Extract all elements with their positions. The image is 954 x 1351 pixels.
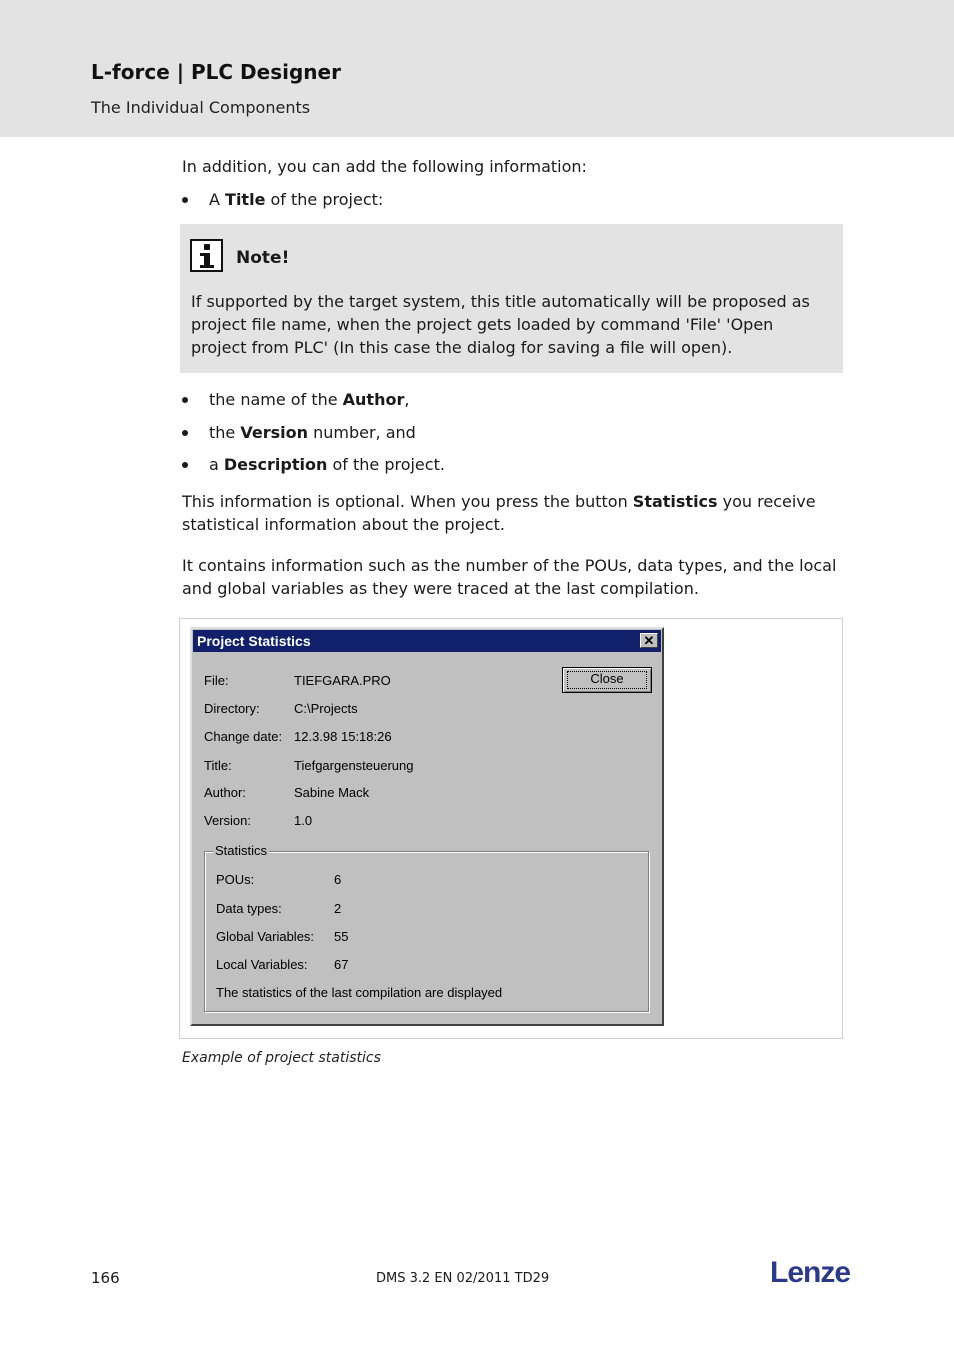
close-button[interactable] [562,667,652,693]
info-paragraph: It contains information such as the number of the POUs, data types, and the local and global variables as they were traced at the last compilation. [182,556,837,598]
field-label-version: Version: [204,813,251,828]
project-statistics-dialog [190,627,664,1026]
document-id: DMS 3.2 EN 02/2011 TD29 [376,1271,550,1286]
statistics-note: The statistics of the last compilation are displayed [216,985,503,1000]
field-label-change-date: Change date: [204,729,283,744]
figure-caption: Example of project statistics [182,1050,381,1066]
bullet-dot [182,462,188,468]
field-label-directory: Directory: [204,701,260,716]
bullet-dot [182,430,188,436]
field-value-version: 1.0 [294,813,313,828]
statistics-group-label: Statistics [215,843,268,858]
stat-value-data-types: 2 [334,901,342,916]
note-text: If supported by the target system, this title automatically will be proposed as project file name, when the project gets loaded by command 'File' 'Open project from PLC' (In this case the dialog for saving a file will open). [191,292,810,357]
bullet-dot [182,397,188,403]
stat-value-pous: 6 [334,872,342,887]
page-number: 166 [91,1269,120,1287]
page-header [0,0,954,137]
stat-value-local-variables: 67 [334,957,349,972]
dialog-titlebar[interactable] [193,630,661,652]
page-title: L-force | PLC Designer [91,60,341,84]
field-label-title: Title: [204,758,232,773]
intro-text: In addition, you can add the following information: [182,157,587,176]
statistics-paragraph: This information is optional. When you press the button Statistics you receive statistical information about the project. [182,492,816,534]
lenze-logo: Lenze [770,1256,851,1289]
statistics-groupbox [204,843,649,1012]
field-value-directory: C:\Projects [294,701,358,716]
field-value-title: Tiefgargensteuerung [294,758,414,773]
field-value-change-date: 12.3.98 15:18:26 [294,729,392,744]
dialog-title: Project Statistics [197,633,311,649]
note-box [180,224,843,373]
page-subtitle: The Individual Components [91,98,311,117]
note-title: Note! [236,248,290,268]
stat-label-local-variables: Local Variables: [216,957,308,972]
info-icon [190,239,223,272]
stat-value-global-variables: 55 [334,929,349,944]
stat-label-global-variables: Global Variables: [216,929,315,944]
stat-label-pous: POUs: [216,872,255,887]
field-value-file: TIEFGARA.PRO [294,673,391,688]
stat-label-data-types: Data types: [216,901,282,916]
close-icon[interactable]: ✕ [640,633,658,648]
field-label-file: File: [204,673,229,688]
bullet-dot [182,197,188,203]
close-button-label: Close [590,671,624,686]
field-label-author: Author: [204,785,246,800]
field-value-author: Sabine Mack [294,785,370,800]
